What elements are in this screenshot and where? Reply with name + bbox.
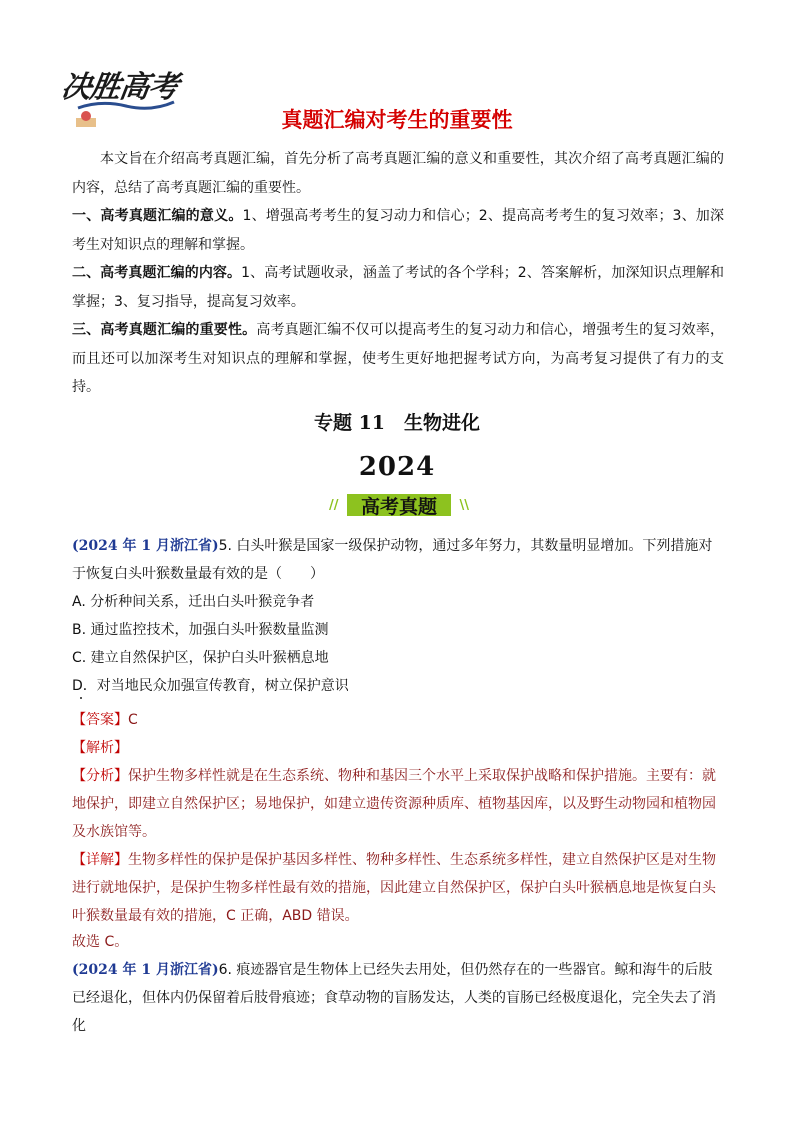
banner-slash-left-icon: // <box>329 498 339 513</box>
section-1-body: 1、增强高考考生的复习动力和信心；2、提高高考考生的复习效率；3、加深考生对知识点的理解和掌握。 <box>72 208 724 253</box>
topic-heading: 专题 11 生物进化 <box>313 412 481 434</box>
question-5-source: (2024 年 1 月浙江省) <box>72 538 219 554</box>
analysis-tag: 【解析】 <box>72 740 128 756</box>
section-2-body: 1、高考试题收录，涵盖了考试的各个学科；2、答案解析，加深知识点理解和掌握；3、复习指导，提高复习效率。 <box>72 265 725 310</box>
xiangjie-tag: 【详解】 <box>72 852 128 868</box>
xiangjie-text: 生物多样性的保护是保护基因多样性、物种多样性、生态系统多样性，建立自然保护区是对生物进行就地保护，是保护生物多样性最有效的措施，因此建立自然保护区，保护白头叶猴栖息地是恢复白头叶猴数量最有效的措施，C 正确，ABD 错误。 <box>72 852 716 924</box>
option-d: D．对当地民众加强宣传教育，树立保护意识 <box>72 678 349 694</box>
banner-text: 高考真题 <box>360 496 437 518</box>
section-3-body: 高考真题汇编不仅可以提高考生的复习动力和信心，增强考生的复习效率，而且还可以加深考生对知识点的理解和掌握，使考生更好地把握考试方向，为高考复习提供了有力的支持。 <box>72 322 724 395</box>
section-3-head: 三、高考真题汇编的重要性。 <box>72 322 257 338</box>
conclusion: 故选 C。 <box>72 934 129 950</box>
fenxi-text: 保护生物多样性就是在生态系统、物种和基因三个水平上采取保护战略和保护措施。主要有：就地保护，即建立自然保护区；易地保护，如建立遗传资源种质库、植物基因库，以及野生动物园和植物园及水族馆等。 <box>72 768 716 840</box>
section-1 <box>72 202 724 259</box>
option-a: A. 分析种间关系，迁出白头叶猴竞争者 <box>72 594 315 610</box>
question-6 <box>72 956 724 1040</box>
question-6-text: 6. 痕迹器官是生物体上已经失去用处，但仍然存在的一些器官。鲸和海牛的后肢已经退化，但体内仍保留着后肢骨痕迹；食草动物的盲肠发达，人类的盲肠已经极度退化，完全失去了消化 <box>72 962 716 1034</box>
xiangjie-paragraph <box>72 846 724 930</box>
question-6-source: (2024 年 1 月浙江省) <box>72 962 219 978</box>
stray-dot <box>80 697 82 699</box>
intro-paragraph: 本文旨在介绍高考真题汇编，首先分析了高考真题汇编的意义和重要性，其次介绍了高考真题汇编的内容，总结了高考真题汇编的重要性。 <box>72 151 724 196</box>
logo-text: 决胜高考 <box>59 70 180 105</box>
answer-tag: 【答案】 <box>72 712 128 728</box>
section-banner <box>325 490 473 520</box>
banner-slash-right-icon: \\ <box>459 498 469 513</box>
answer-value: C <box>128 712 138 728</box>
option-b: B. 通过监控技术，加强白头叶猴数量监测 <box>72 622 329 638</box>
question-5-text: 5. 白头叶猴是国家一级保护动物，通过多年努力，其数量明显增加。下列措施对于恢复白头叶猴数量最有效的是（ ） <box>72 538 713 582</box>
fenxi-paragraph <box>72 762 724 846</box>
question-5 <box>72 532 724 588</box>
section-1-head: 一、高考真题汇编的意义。 <box>72 208 243 224</box>
answer-line <box>72 706 724 734</box>
section-3 <box>72 316 724 402</box>
section-2-head: 二、高考真题汇编的内容。 <box>72 265 242 281</box>
option-c: C. 建立自然保护区，保护白头叶猴栖息地 <box>72 650 329 666</box>
section-2 <box>72 259 724 316</box>
fenxi-tag: 【分析】 <box>72 768 128 784</box>
document-title: 真题汇编对考生的重要性 <box>281 108 513 132</box>
year-heading: 2024 <box>358 452 436 482</box>
